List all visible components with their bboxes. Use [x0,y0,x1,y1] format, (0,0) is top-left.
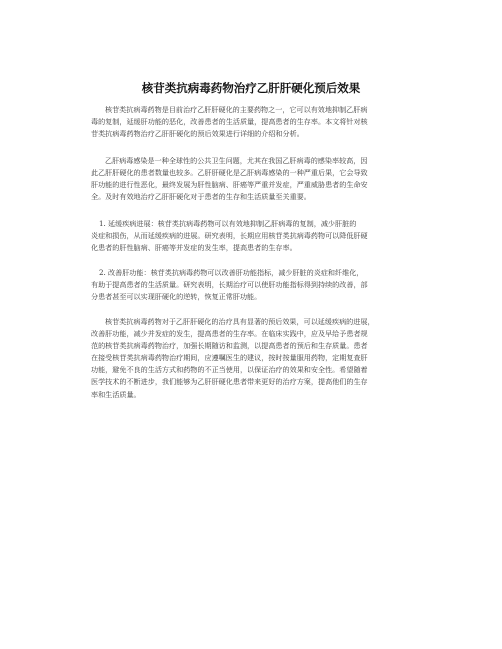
paragraph-line: 肝功能的进行性恶化，最终发展为肝性脑病、肝癌等严重并发症，严重威胁患者的生命安 [91,180,368,190]
paragraph-conclusion [91,316,411,401]
paragraph-line: 有助于提高患者的生活质量。研究表明，长期治疗可以使肝功能指标得到持续的改善，部 [91,280,368,290]
paragraph-line: 功能，避免不良的生活方式和药物的不正当使用，以保证治疗的效果和安全性。希望随着 [91,365,368,375]
list-item-delay-progression [91,218,411,254]
paragraph-line: 此乙肝肝硬化的患者数量也较多。乙肝肝硬化是乙肝病毒感染的一种严重后果，它会导致 [91,168,368,178]
paragraph-line: 范的核苷类抗病毒药物治疗，加强长期随访和监测，以提高患者的预后和生存质量。患者 [91,341,368,351]
paragraph-line: 乙肝病毒感染是一种全球性的公共卫生问题，尤其在我国乙肝病毒的感染率较高，因 [105,156,368,165]
paragraph-intro [91,104,411,140]
document-title: 核苷类抗病毒药物治疗乙肝肝硬化预后效果 [141,81,361,95]
paragraph-line: 医学技术的不断进步，我们能够为乙肝肝硬化患者带来更好的治疗方案，提高他们的生存 [91,377,368,387]
paragraph-line: 改善肝功能，减少并发症的发生，提高患者的生存率。在临床实践中，应及早给予患者规 [91,329,368,339]
paragraph-line: 全。及时有效地治疗乙肝肝硬化对于患者的生存和生活质量至关重要。 [91,192,311,202]
paragraph-line: 核苷类抗病毒药物是目前治疗乙肝肝硬化的主要药物之一，它可以有效地抑制乙肝病 [105,105,368,114]
paragraph-line: 2. 改善肝功能：核苷类抗病毒药物可以改善肝功能指标，减少肝脏的炎症和纤维化， [99,268,364,277]
paragraph-line: 毒的复制，延缓肝功能的恶化，改善患者的生活质量，提高患者的生存率。本文将针对核 [91,117,368,127]
paragraph-line: 炎症和损伤，从而延缓疾病的进展。研究表明，长期应用核苷类抗病毒药物可以降低肝硬 [91,231,368,241]
paragraph-line: 1. 延缓疾病进展：核苷类抗病毒药物可以有效地抑制乙肝病毒的复制，减少肝脏的 [99,219,357,228]
paragraph-line: 苷类抗病毒药物治疗乙肝肝硬化的预后效果进行详细的介绍和分析。 [91,129,304,139]
paragraph-line: 分患者甚至可以实现肝硬化的逆转，恢复正常肝功能。 [91,292,262,302]
paragraph-line: 在接受核苷类抗病毒药物治疗期间，应遵嘱医生的建议，按时按量服用药物，定期复查肝 [91,353,368,363]
list-item-improve-liver-function [91,267,411,303]
paragraph-line: 核苷类抗病毒药物对于乙肝肝硬化的治疗具有显著的预后效果，可以延缓疾病的进展， [105,317,375,326]
paragraph-background [91,155,411,203]
paragraph-line: 率和生活质量。 [91,389,141,399]
paragraph-line: 化患者的肝性脑病、肝癌等并发症的发生率，提高患者的生存率。 [91,243,297,253]
